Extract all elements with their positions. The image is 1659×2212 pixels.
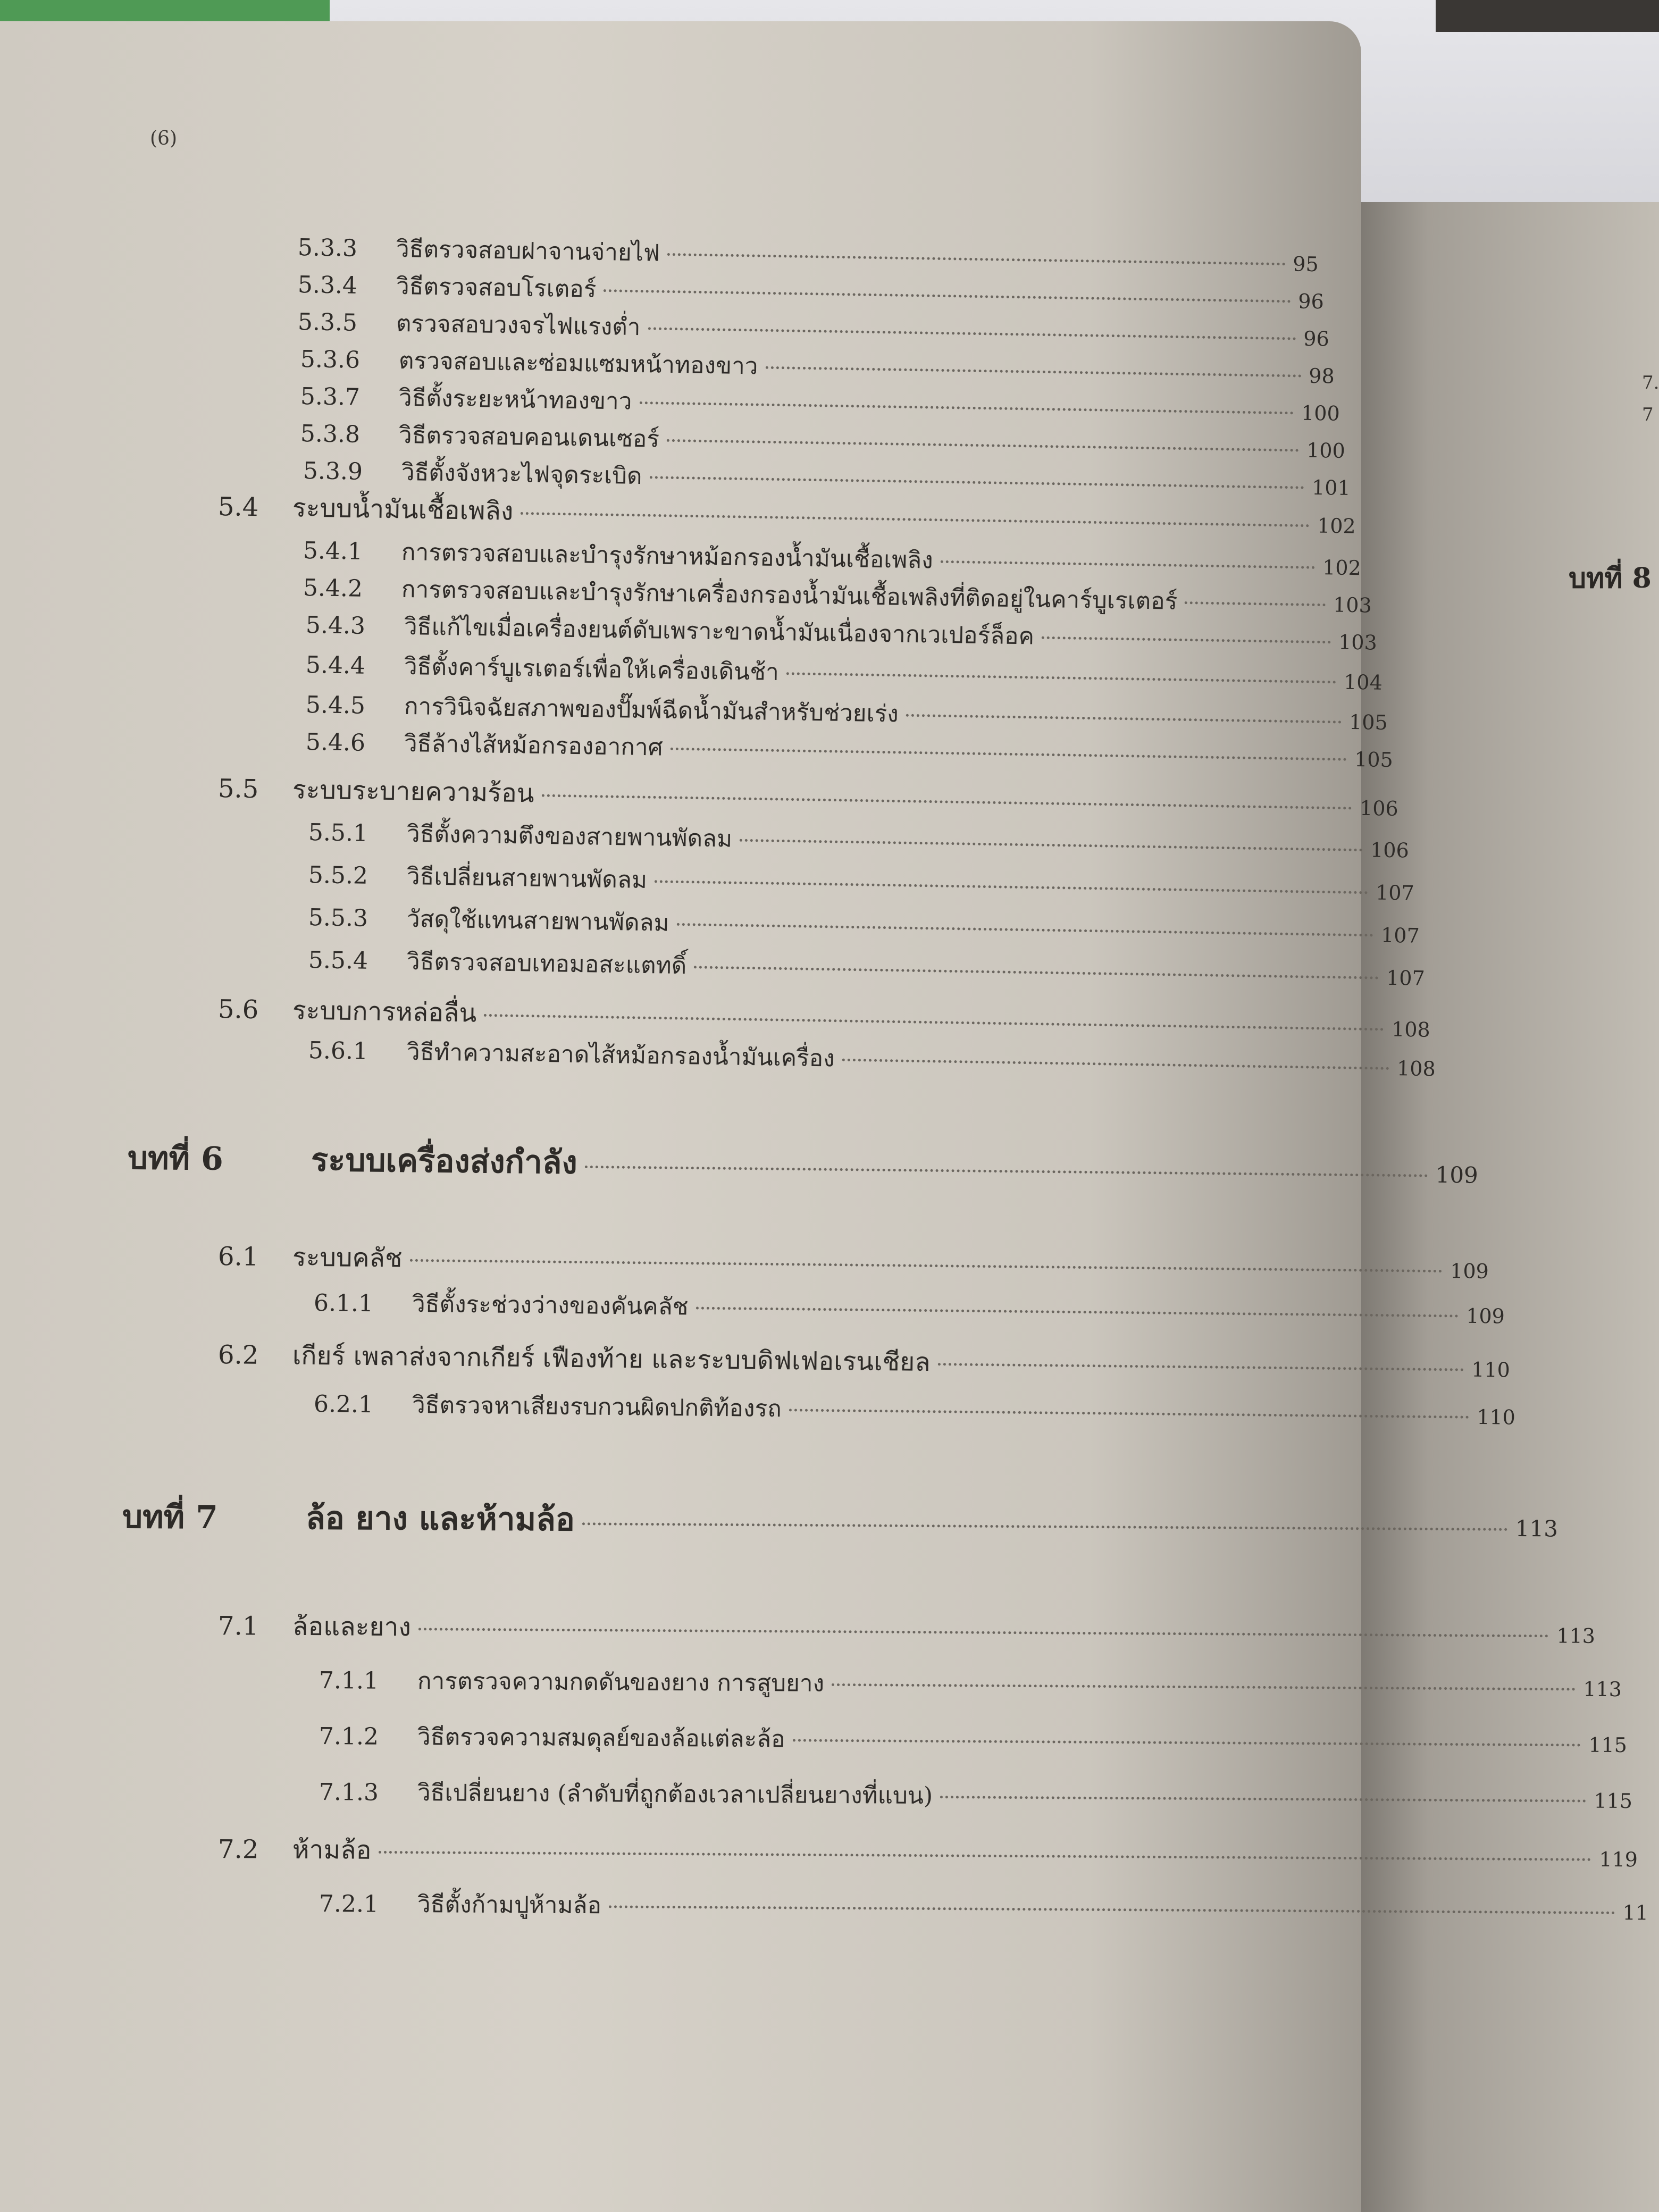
toc-leader-dots — [793, 1739, 1581, 1746]
toc-page-number: 113 — [1556, 1624, 1596, 1648]
toc-title: ระบบการหล่อลื่น — [292, 995, 477, 1028]
toc-title: วิธีเปลี่ยนยาง (ลำดับที่ถูกต้องเวลาเปลี่ยนยางที่แบน) — [417, 1779, 933, 1810]
toc-leader-dots — [740, 839, 1363, 851]
toc-title: วิธีตั้งระยะหน้าทองขาว — [398, 384, 632, 415]
toc-page-number: 100 — [1301, 401, 1340, 425]
toc-section-row — [218, 1829, 1638, 1878]
toc-leader-dots — [696, 1307, 1459, 1318]
toc-number: 5.4.4 — [305, 651, 366, 680]
toc-number: 5.5.2 — [308, 861, 368, 890]
toc-subsection-row — [319, 1773, 1632, 1819]
toc-leader-dots — [585, 1166, 1428, 1177]
toc-leader-dots — [832, 1683, 1576, 1691]
toc-page-number: 96 — [1303, 326, 1330, 351]
toc-leader-dots — [650, 476, 1305, 489]
toc-page-number: 108 — [1396, 1057, 1436, 1081]
toc-title: วิธีตรวจสอบโรเตอร์ — [396, 272, 597, 303]
toc-number: 5.4.5 — [305, 691, 366, 719]
toc-number: 5.3.9 — [303, 457, 363, 485]
toc-number: 5.4 — [217, 492, 259, 523]
toc-page-number: 96 — [1298, 289, 1325, 314]
toc-page-number: 106 — [1370, 838, 1410, 862]
toc-page-number: 108 — [1391, 1017, 1431, 1042]
toc-page-number: 115 — [1594, 1789, 1633, 1813]
toc-leader-dots — [938, 1363, 1464, 1371]
toc-title: ระบบคลัช — [292, 1242, 403, 1273]
toc-page-number: 100 — [1306, 438, 1346, 463]
right-page-edge-mark: 7. — [1642, 372, 1659, 393]
toc-title: ระบบระบายความร้อน — [292, 775, 535, 809]
toc-page-number: 103 — [1333, 593, 1372, 617]
toc-title: วิธีตรวจสอบคอนเดนเซอร์ — [398, 421, 660, 453]
toc-title: วิธีทำความสะอาดไส้หม้อกรองน้ำมันเครื่อง — [406, 1038, 835, 1073]
toc-leader-dots — [604, 289, 1291, 303]
toc-number: 5.4.2 — [303, 574, 363, 602]
toc-page-number: 107 — [1380, 923, 1420, 948]
toc-page-number: 109 — [1450, 1259, 1489, 1284]
toc-title: การตรวจสอบและบำรุงรักษาเครื่องกรองน้ำมันเชื้อเพลิงที่ติดอยู่ในคาร์บูเรเตอร์ — [401, 575, 1178, 615]
toc-page-number: 105 — [1354, 747, 1394, 772]
toc-number: 6.2.1 — [313, 1390, 374, 1419]
toc-page-number: 110 — [1477, 1405, 1516, 1429]
toc-number: 7.2.1 — [319, 1890, 379, 1918]
toc-number: 5.3.5 — [297, 308, 358, 337]
toc-title: วิธีตั้งระช่วงว่างของคันคลัช — [412, 1290, 689, 1321]
toc-leader-dots — [655, 880, 1368, 894]
toc-number: บทที่ 6 — [127, 1139, 224, 1178]
toc-leader-dots — [379, 1851, 1591, 1861]
toc-title: ระบบน้ำมันเชื้อเพลิง — [292, 493, 514, 526]
toc-section-row — [218, 1606, 1595, 1655]
toc-number: 5.5.3 — [308, 904, 368, 932]
toc-number: 5.4.1 — [303, 537, 363, 565]
toc-page-number: 98 — [1309, 364, 1335, 388]
right-page-edge-mark: 7 — [1642, 404, 1654, 425]
toc-title: การตรวจสอบและบำรุงรักษาหม้อกรองน้ำมันเชื้อเพลิง — [401, 538, 934, 574]
toc-leader-dots — [906, 714, 1342, 724]
toc-title: ตรวจสอบวงจรไฟแรงต่ำ — [396, 309, 641, 341]
toc-page-number: 115 — [1588, 1733, 1628, 1757]
toc-title: วิธีตรวจสอบเทอมอสะแตทดิ์ — [406, 948, 687, 980]
toc-leader-dots — [671, 748, 1347, 761]
toc-leader-dots — [786, 672, 1337, 683]
toc-page-number: 104 — [1343, 670, 1383, 694]
toc-chapter-row — [128, 1133, 1479, 1197]
toc-number: 7.1 — [217, 1611, 259, 1641]
toc-leader-dots — [484, 1014, 1384, 1031]
toc-leader-dots — [542, 794, 1353, 810]
toc-number: 5.3.7 — [300, 383, 361, 411]
toc-title: วัสดุใช้แทนสายพานพัดลม — [406, 905, 669, 937]
toc-page-number: 113 — [1583, 1677, 1622, 1701]
toc-chapter-row — [122, 1492, 1559, 1551]
toc-title: ห้ามล้อ — [292, 1834, 372, 1865]
toc-leader-dots — [521, 512, 1310, 527]
toc-subsection-row — [314, 1284, 1505, 1334]
toc-number: 5.3.8 — [300, 420, 361, 448]
toc-subsection-row — [319, 1885, 1648, 1930]
toc-page-number: 102 — [1322, 556, 1362, 580]
toc-number: 5.4.3 — [305, 611, 366, 640]
toc-title: วิธีเปลี่ยนสายพานพัดลม — [406, 862, 648, 894]
toc-title: ล้อและยาง — [292, 1611, 412, 1643]
toc-title: วิธีตั้งก้ามปูห้ามล้อ — [417, 1891, 602, 1920]
toc-title: วิธีแก้ไขเมื่อเครื่องยนต์ดับเพราะขาดน้ำมันเนื่องจากเวเปอร์ล็อค — [404, 613, 1035, 650]
toc-number: 5.3.6 — [300, 346, 361, 374]
toc-title: วิธีตั้งจังหวะไฟจุดระเบิด — [401, 458, 643, 490]
toc-page-number: 95 — [1293, 252, 1319, 276]
toc-title: ตรวจสอบและซ่อมแซมหน้าทองขาว — [398, 347, 758, 380]
toc-page-number: 103 — [1338, 630, 1378, 655]
toc-leader-dots — [410, 1259, 1443, 1272]
toc-number: 7.1.3 — [319, 1779, 379, 1806]
toc-leader-dots — [1042, 636, 1331, 644]
toc-number: 5.6 — [217, 994, 259, 1025]
toc-page-number: 102 — [1317, 514, 1356, 538]
toc-page-number: 119 — [1599, 1847, 1638, 1872]
toc-number: บทที่ 7 — [122, 1498, 219, 1537]
toc-subsection-row — [314, 1385, 1516, 1435]
toc-title: วิธีตรวจความสมดุลย์ของล้อแต่ละล้อ — [417, 1723, 785, 1753]
toc-page-number: 109 — [1435, 1161, 1479, 1188]
toc-number: 7.2 — [217, 1834, 259, 1865]
toc-leader-dots — [667, 253, 1285, 265]
toc-number: 7.1.2 — [319, 1723, 379, 1750]
toc-leader-dots — [648, 327, 1296, 340]
toc-page-number: 105 — [1348, 710, 1388, 734]
toc-page-number: 110 — [1471, 1358, 1511, 1382]
toc-number: 6.2 — [217, 1340, 259, 1370]
toc-title: วิธีตรวจสอบฝาจานจ่ายไฟ — [396, 235, 660, 267]
toc-leader-dots — [694, 966, 1379, 979]
toc-subsection-row — [319, 1717, 1627, 1763]
toc-leader-dots — [639, 401, 1294, 414]
toc-page-number: 107 — [1375, 881, 1415, 905]
toc-number: 5.3.3 — [297, 234, 358, 262]
toc-title: วิธีตรวจหาเสียงรบกวนผิดปกติท้องรถ — [412, 1391, 782, 1423]
toc-leader-dots — [789, 1409, 1470, 1418]
toc-number: 5.5.4 — [308, 946, 368, 975]
toc-leader-dots — [940, 1796, 1586, 1802]
toc-leader-dots — [842, 1059, 1390, 1070]
toc-page-number: 101 — [1311, 475, 1351, 500]
toc-page-number: 107 — [1386, 966, 1426, 990]
toc-title: วิธีตั้งคาร์บูเรเตอร์เพื่อให้เครื่องเดินช้า — [404, 652, 780, 686]
toc-section-row — [218, 1335, 1511, 1388]
toc-page-number: 109 — [1466, 1304, 1505, 1328]
toc-number: 5.3.4 — [297, 271, 358, 299]
toc-page-number: 11 — [1622, 1900, 1649, 1925]
toc-number: 5.6.1 — [308, 1037, 368, 1065]
toc-title: วิธีล้างไส้หม้อกรองอากาศ — [404, 730, 664, 761]
toc-subsection-row — [319, 1662, 1622, 1707]
toc-title: ล้อ ยาง และห้ามล้อ — [305, 1499, 575, 1539]
toc-leader-dots — [765, 366, 1301, 378]
toc-section-row — [218, 1236, 1489, 1290]
toc-leader-dots — [609, 1905, 1615, 1914]
toc-page-number: 106 — [1359, 796, 1399, 820]
toc-title: การตรวจความกดดันของยาง การสูบยาง — [417, 1668, 825, 1697]
toc-title: วิธีตั้งความตึงของสายพานพัดลม — [406, 820, 733, 853]
toc-number: 5.4.6 — [305, 728, 366, 757]
toc-leader-dots — [1185, 601, 1326, 606]
toc-title: ระบบเครื่องส่งกำลัง — [311, 1141, 578, 1182]
toc-title: การวินิจฉัยสภาพของปั๊มพ์ฉีดน้ำมันสำหรับช่วยเร่ง — [404, 692, 899, 728]
toc-number: 6.1.1 — [313, 1289, 374, 1318]
toc-leader-dots — [582, 1522, 1508, 1531]
toc-leader-dots — [418, 1628, 1549, 1637]
toc-number: 5.5 — [217, 774, 259, 805]
toc-number: 7.1.1 — [319, 1667, 379, 1695]
toc-page-number: 113 — [1515, 1515, 1559, 1542]
right-page-chapter-heading: บทที่ 8 — [1569, 562, 1652, 594]
toc-number: 6.1 — [217, 1242, 259, 1272]
toc-leader-dots — [667, 439, 1299, 452]
page-number-label: (6) — [150, 128, 177, 149]
toc-number: 5.5.1 — [308, 819, 368, 847]
toc-leader-dots — [676, 923, 1373, 937]
toc-title: เกียร์ เพลาส่งจากเกียร์ เฟืองท้าย และระบบดิฟเฟอเรนเชียล — [292, 1340, 931, 1378]
toc-leader-dots — [941, 560, 1316, 569]
